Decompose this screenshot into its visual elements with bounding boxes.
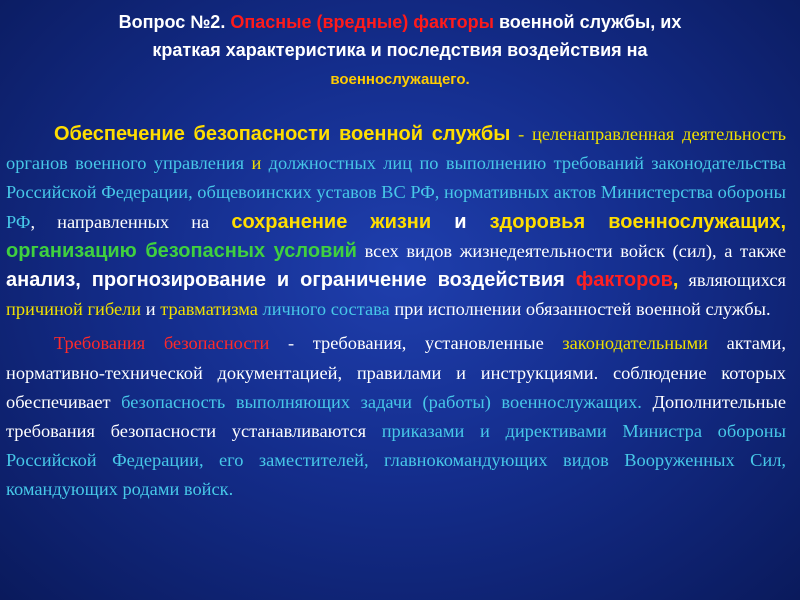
text-requirements-established: - требования, установленные (269, 333, 563, 354)
text-cause-of-death: причиной гибели (6, 299, 142, 320)
title-hazard-factors: Опасные (вредные) факторы (230, 12, 494, 32)
text-additional-requirements: Дополнительные требования безопасности устанавливаются (6, 391, 786, 442)
text-and: и (251, 153, 262, 174)
text-saving-life: сохранение жизни (231, 210, 432, 233)
text-compliance: . соблюдение которых обеспечивает (6, 362, 786, 412)
text-acts-docs: актами, нормативно-технической документацией, правилами и инструкциями (6, 333, 786, 383)
paragraph-safety-requirements (6, 329, 786, 504)
text-orders-directives: приказами и директивами Министра обороны Российской Федерации, его заместителей, главнокомандующих видов Вооруженных Сил, командующих родами войск. (6, 421, 787, 500)
term-safety: Обеспечение безопасности военной службы (54, 123, 511, 145)
text-analysis: анализ, прогнозирование и ограничение воздействия (6, 269, 576, 292)
text-aimed-at: , направленных на (30, 211, 232, 232)
text-legislation: по выполнению требований законодательства Российской Федерации, общевоинских уставов ВС РФ, нормативных актов Министерства обороны РФ (6, 153, 787, 232)
text-mil-management: органов военного управления (6, 153, 252, 174)
text-duties: при исполнении обязанностей военной службы. (389, 299, 771, 320)
text-and-3: и (141, 299, 161, 320)
text-officials: должностных лиц (261, 153, 420, 174)
text-safety-of-servicemen: безопасность выполняющих задачи (работы) военнослужащих. (121, 391, 642, 412)
text-personnel: личного состава (257, 299, 390, 320)
title-question-number: Вопрос №2. (118, 12, 226, 32)
text-all-activities: всех видов жизнедеятельности войск (сил), а также (356, 240, 786, 261)
title-line1-end: военной службы, их (498, 12, 682, 32)
slide-body (6, 120, 786, 505)
dash: - (510, 124, 532, 144)
text-being: являющихся (678, 270, 786, 291)
title-line3: военнослужащего. (330, 71, 470, 88)
title-line2: краткая характеристика и последствия воздействия на (152, 40, 648, 60)
text-comma: , (672, 269, 679, 292)
term-safety-requirements: Требования безопасности (54, 333, 270, 354)
text-health: здоровья военнослужащих, (489, 210, 787, 233)
text-factors: факторов (575, 269, 673, 292)
slide-title (20, 8, 780, 94)
text-purposeful-activity: целенаправленная деятельность (532, 124, 786, 144)
text-and-2: и (431, 210, 490, 233)
paragraph-safety-definition (6, 120, 786, 324)
text-legislative: законодательными (562, 333, 708, 354)
text-safe-conditions: организацию безопасных условий (6, 239, 357, 262)
text-injury: травматизма (160, 299, 258, 320)
